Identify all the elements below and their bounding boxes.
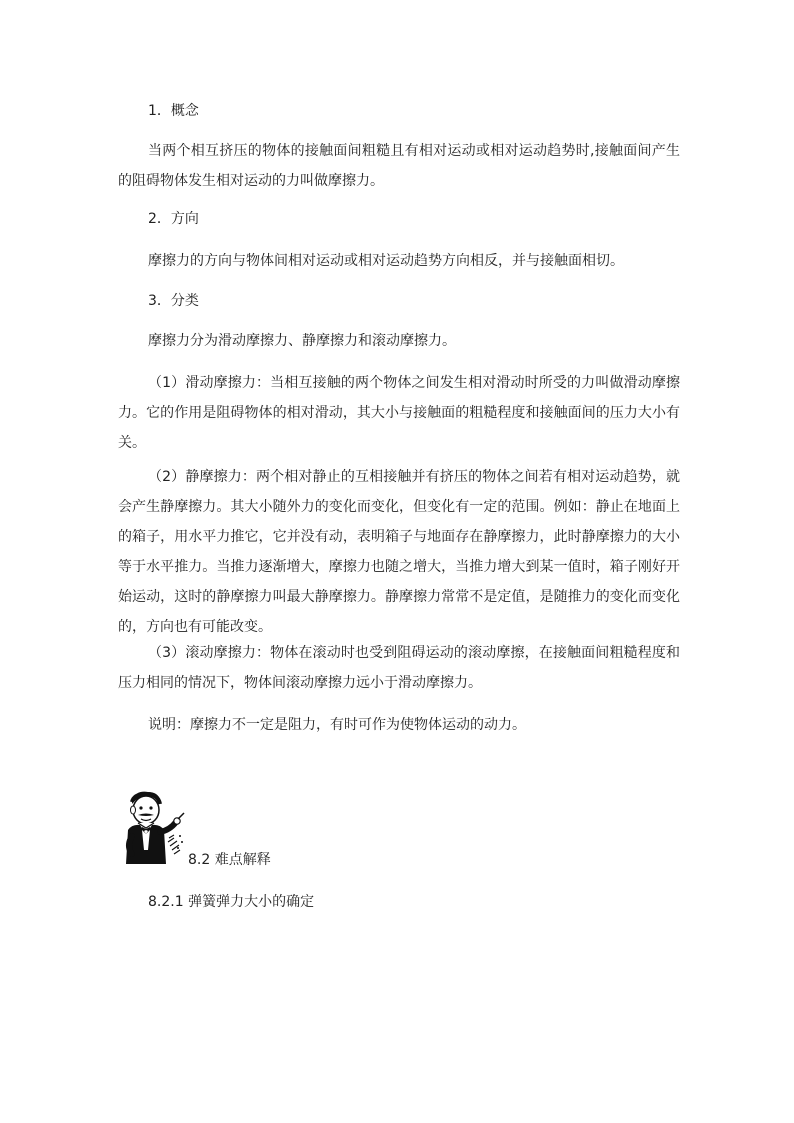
section-8-2-title: 8.2 难点解释 (188, 852, 271, 868)
direction-paragraph: 摩擦力的方向与物体间相对运动或相对运动趋势方向相反，并与接触面相切。 (148, 253, 624, 269)
direction-heading: 2．方向 (148, 211, 199, 227)
static-friction-paragraph: （2）静摩擦力：两个相对静止的互相接触并有挤压的物体之间若有相对运动趋势，就会产生静摩擦力。其大小随外力的变化而变化，但变化有一定的范围。例如：静止在地面上的箱子，用水平力推它，它并没有动，表明箱子与地面存在静摩擦力，此时静摩擦力的大小等于水平推力。当推力逐渐增大，摩擦力也随之增大，当推力增大到某一值时，箱子刚好开始运动，这时的静摩擦力叫最大静摩擦力。静摩擦力常常不是定值，是随推力的变化而变化的，方向也有可能改变。 (118, 469, 680, 635)
classification-intro: 摩擦力分为滑动摩擦力、静摩擦力和滚动摩擦力。 (148, 333, 456, 349)
note-paragraph: 说明：摩擦力不一定是阻力，有时可作为使物体运动的动力。 (148, 717, 526, 733)
concept-heading: 1．概念 (148, 103, 199, 119)
classification-heading: 3．分类 (148, 293, 199, 309)
sliding-friction-paragraph: （1）滑动摩擦力：当相互接触的两个物体之间发生相对滑动时所受的力叫做滑动摩擦力。它的作用是阻碍物体的相对滑动，其大小与接触面的粗糙程度和接触面间的压力大小有关。 (118, 375, 680, 451)
concept-paragraph: 当两个相互挤压的物体的接触面间粗糙且有相对运动或相对运动趋势时,接触面间产生的阻碍物体发生相对运动的力叫做摩擦力。 (118, 143, 680, 189)
section-8-2-1-subtitle: 8.2.1 弹簧弹力大小的确定 (148, 894, 315, 910)
rolling-friction-paragraph: （3）滚动摩擦力：物体在滚动时也受到阻碍运动的滚动摩擦，在接触面间粗糙程度和压力相同的情况下，物体间滚动摩擦力远小于滑动摩擦力。 (118, 645, 680, 691)
presenter-cartoon-icon (118, 790, 190, 868)
